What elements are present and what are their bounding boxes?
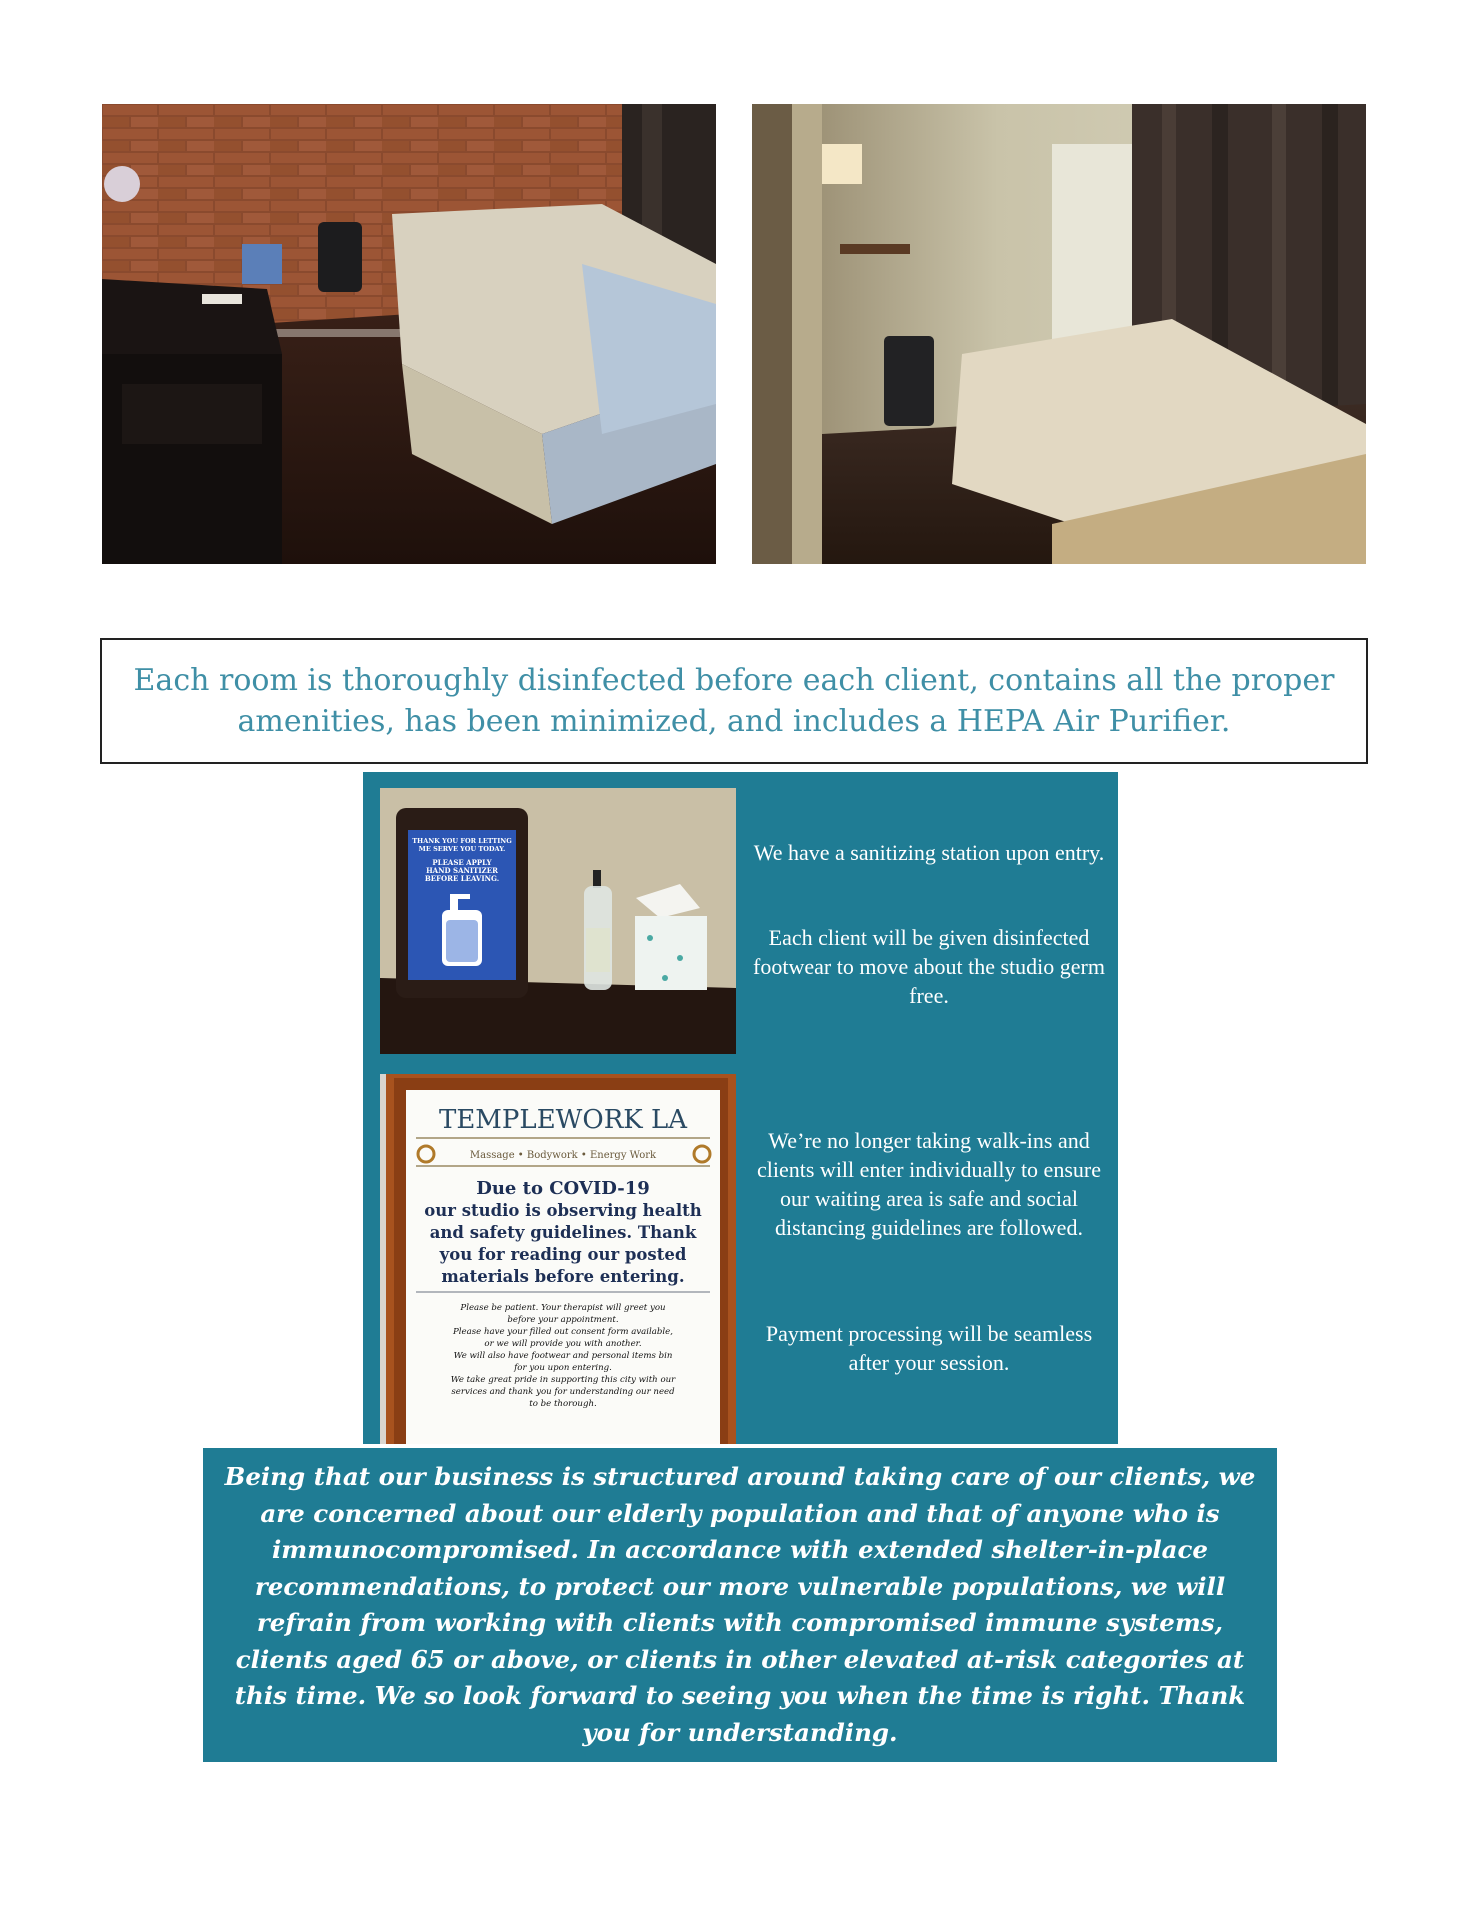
at-risk-notice-panel [203,1448,1277,1762]
caption-box [100,638,1368,764]
studio-sign-tagline: Massage • Bodywork • Energy Work [469,1150,657,1161]
studio-sign-fine-9: to be thorough. [529,1399,597,1409]
studio-sign-title: TEMPLEWORK LA [438,1105,688,1135]
sanitizing-station-text: We have a sanitizing station upon entry. [753,840,1105,865]
studio-sign-fine-3: Please have your filled out consent form available, [452,1327,674,1337]
studio-sign-notice-1: Due to COVID-19 [476,1178,650,1199]
sanitizer-sign-line-5: BEFORE LEAVING. [424,874,500,883]
sanitizer-sign-line-3: PLEASE APPLY [432,858,492,867]
studio-sign-notice-4: you for reading our posted [439,1245,687,1264]
studio-notice-sign-photo [380,1074,736,1444]
footwear-text: Each client will be given disinfected footwear to move about the studio germ free. [753,925,1105,1008]
studio-sign-fine-7: We take great pride in supporting this city with our [450,1375,676,1385]
sanitizing-station-photo [380,788,736,1054]
walk-ins-text: We’re no longer taking walk-ins and clients will enter individually to ensure our waiting area is safe and social distancing guidelines are followed. [757,1128,1101,1240]
massage-room-photo-1 [102,104,716,564]
massage-room-photo-2 [752,104,1366,564]
at-risk-notice-text: Being that our business is structured around taking care of our clients, we are concerned about our elderly population and that of anyone who is immunocompromised. In accordance with extended shelter-in-place recommendations, to protect our more vulnerable populations, we will refrain from working with clients with compromised immune systems, clients aged 65 or above, or clients in other elevated at-risk categories at this time. We so look forward to seeing you when the time is right. Thank you for understanding. [224,1462,1256,1747]
studio-sign-fine-8: services and thank you for understanding our need [451,1387,675,1397]
studio-sign-notice-3: and safety guidelines. Thank [429,1223,697,1242]
studio-sign-fine-1: Please be patient. Your therapist will greet you [460,1303,666,1313]
studio-sign-fine-4: or we will provide you with another. [484,1339,642,1349]
sanitizer-sign-line-2: ME SERVE YOU TODAY. [418,845,506,853]
payment-text: Payment processing will be seamless after your session. [765,1321,1093,1375]
studio-sign-fine-5: We will also have footwear and personal items bin [453,1351,673,1361]
studio-sign-notice-2: our studio is observing health [424,1201,702,1220]
caption-text: Each room is thoroughly disinfected before each client, contains all the proper amenities, has been minimized, and includes a HEPA Air Purifier. [133,663,1335,739]
sanitizer-sign-line-4: HAND SANITIZER [426,866,498,875]
sanitizer-sign-line-1: THANK YOU FOR LETTING [412,837,512,845]
studio-sign-fine-2: before your appointment. [507,1315,619,1325]
studio-sign-notice-5: materials before entering. [441,1267,685,1286]
studio-sign-fine-6: for you upon entering. [514,1363,612,1373]
